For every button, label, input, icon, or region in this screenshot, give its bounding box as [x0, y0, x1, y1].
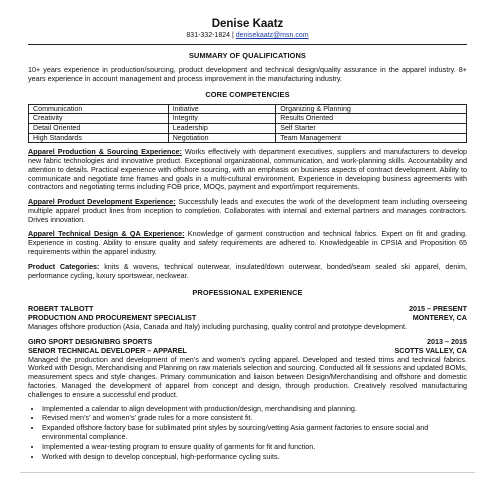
- table-cell: Self Starter: [276, 123, 467, 133]
- table-row: [29, 123, 467, 133]
- list-item: • Implemented a wear-testing program to ensure quality of garments for fit and function.: [42, 443, 467, 452]
- job-location: SCOTTS VALLEY, CA: [394, 346, 467, 356]
- paragraph-label: Apparel Technical Design & QA Experience:: [28, 229, 185, 239]
- summary-heading: SUMMARY OF QUALIFICATIONS: [189, 51, 306, 61]
- list-item: • Implemented a calendar to align development with production/design, merchandising and planning.: [42, 405, 467, 414]
- paragraph-text: Works effectively with department executives, suppliers and manufacturers to develop new fabric technologies and innovative product. Exceptional organizational, communication, and work-planning skills. Accountability and attention to details. Practical experience with offshore sourcing, with an emphasis on business aspects of contract development. Ability to communicate and negotiate time frames and goals in a multi-cultural environment. Experience in developing business agreements with contractors and negotiating terms including FOB price, MOQs, payment and export/import requirements.: [28, 147, 468, 192]
- paragraph-text: Successfully leads and executes the work of the development team including overseeing multiple apparel product lines from inception to completion. Collaborates with internal and external partners and manages contractors. Drives innovation.: [28, 197, 467, 224]
- table-cell: Integrity: [168, 114, 276, 124]
- table-cell: High Standards: [29, 133, 169, 143]
- table-cell: Initiative: [168, 104, 276, 114]
- table-cell: Organizing & Planning: [276, 104, 467, 114]
- list-item: • Expanded offshore factory base for sublimated print styles by sourcing/vetting Asia garment factories to ensure social and environmental compliance.: [42, 424, 467, 442]
- email-link[interactable]: denisekaatz@msn.com: [235, 31, 309, 39]
- paragraph-label: Apparel Production & Sourcing Experience:: [28, 147, 182, 157]
- page-bottom-divider: [20, 472, 475, 473]
- table-row: [29, 133, 467, 143]
- list-item: • Revised men’s’ and women’s’ grade rules for a more consistent fit.: [42, 414, 467, 423]
- professional-heading: PROFESSIONAL EXPERIENCE: [192, 288, 303, 298]
- list-item: • Worked with design to develop conceptual, high-performance cycling suits.: [42, 453, 467, 462]
- paragraph-text: knits & wovens, technical outerwear, insulated/down outerwear, bonded/seam sealed ski apparel, denim, performance cycling, luxury sportswear, neckwear.: [28, 261, 467, 280]
- achievements-list: [28, 405, 467, 462]
- table-cell: Detail Oriented: [29, 123, 169, 133]
- table-cell: Leadership: [168, 123, 276, 133]
- job-title: SENIOR TECHNICAL DEVELOPER – APPAREL: [28, 346, 187, 356]
- paragraph-label: Product Categories:: [28, 261, 100, 271]
- paragraph-label: Apparel Product Development Experience:: [28, 197, 176, 207]
- table-cell: Creativity: [29, 114, 169, 124]
- job-entry: [28, 305, 467, 331]
- job-location: MONTEREY, CA: [412, 313, 467, 322]
- table-row: [29, 104, 467, 114]
- product-categories-paragraph: [28, 263, 467, 281]
- technical-design-paragraph: [28, 230, 467, 256]
- competencies-table: [28, 104, 467, 143]
- job-title: PRODUCTION AND PROCUREMENT SPECIALIST: [28, 313, 197, 322]
- table-cell: Communication: [29, 104, 169, 114]
- table-cell: Negotiation: [168, 133, 276, 143]
- job-dates: 2015 – PRESENT: [409, 304, 467, 314]
- contact-line: [28, 32, 467, 41]
- job-description: Managed the production and development of men’s and women’s cycling apparel. Developed and tested trims and technical fabrics. Worked with Design, Merchandising and Planning on raw materials selection and sourcing. Conducted all fit sessions and updated BOMs, measurement specs and style changes. Primary communication and liaison between Design/Merchandising and offshore and domestic factories. Managed the development of apparel from concept and design, through production. Creatively resolved manufacturing challenges to ensure a successful end product.: [28, 354, 467, 399]
- header-divider: [28, 44, 467, 45]
- table-cell: Team Management: [276, 133, 467, 143]
- phone-number: 831-332-1824: [186, 31, 230, 39]
- job-entry: [28, 338, 467, 461]
- table-row: [29, 114, 467, 124]
- candidate-name: Denise Kaatz: [211, 18, 284, 30]
- company-name: ROBERT TALBOTT: [28, 304, 94, 314]
- production-sourcing-paragraph: [28, 148, 467, 192]
- product-development-paragraph: [28, 198, 467, 224]
- job-dates: 2013 – 2015: [427, 337, 467, 347]
- paragraph-text: Knowledge of garment construction and technical fabrics. Expert on fit and grading. Experience in costing. Ability to ensure quality and safety requirements are adhered to. Knowledgeable in CPSIA and Proposition 65 requirements within the apparel industry.: [28, 229, 467, 256]
- summary-text: 10+ years experience in production/sourcing, product development and technical design/quality assurance in the apparel industry. 8+ years experience in account management and process improvement in the manufacturing industry.: [28, 65, 467, 83]
- contact-separator: |: [230, 31, 236, 39]
- job-description: Manages offshore production (Asia, Canada and Italy) including purchasing, quality control and prototype development.: [28, 321, 408, 331]
- competencies-heading: CORE COMPETENCIES: [205, 89, 290, 99]
- table-cell: Results Oriented: [276, 114, 467, 124]
- company-name: GIRO SPORT DESIGN/BRG SPORTS: [28, 337, 153, 347]
